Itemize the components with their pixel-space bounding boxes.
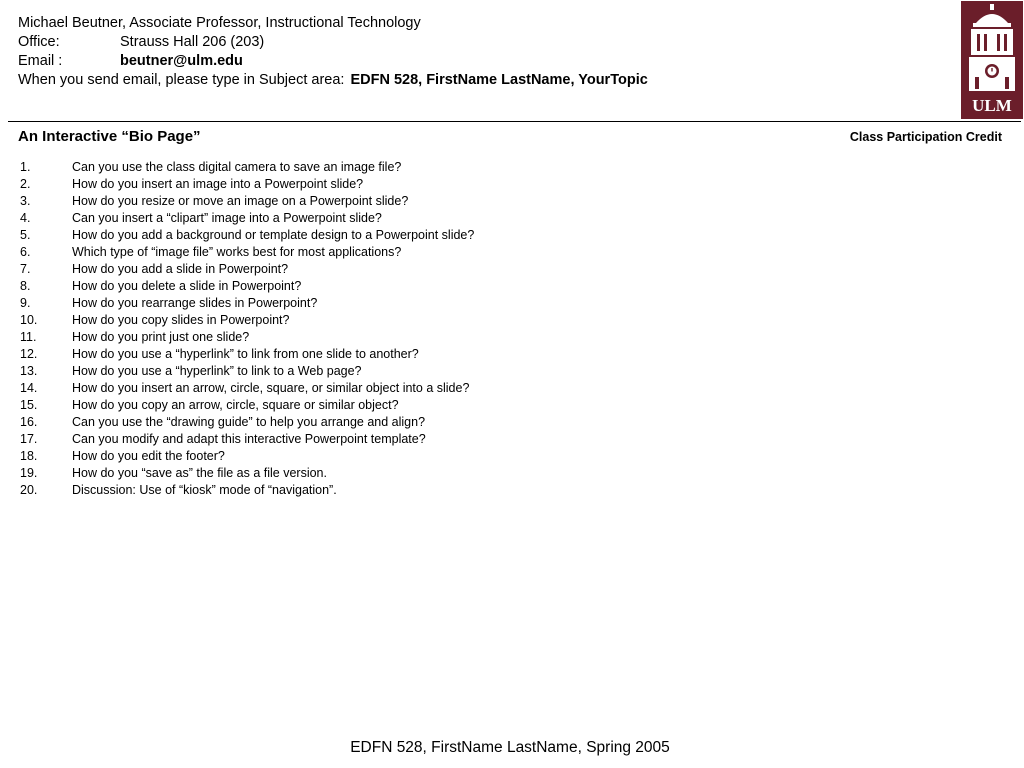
email-row: [18, 52, 948, 71]
question-text: How do you use a “hyperlink” to link to a Web page?: [72, 364, 362, 378]
question-text: How do you insert an arrow, circle, square, or similar object into a slide?: [72, 381, 470, 395]
question-number: 18.: [20, 449, 38, 463]
list-item: [20, 414, 980, 431]
list-item: [20, 261, 980, 278]
question-number: 7.: [20, 262, 31, 276]
question-text: Discussion: Use of “kiosk” mode of “navigation”.: [72, 483, 337, 497]
list-item: [20, 295, 980, 312]
ulm-logo: [961, 1, 1023, 119]
question-text: Which type of “image file” works best for most applications?: [72, 245, 402, 259]
question-text: How do you delete a slide in Powerpoint?: [72, 279, 302, 293]
email-link[interactable]: beutner@ulm.edu: [120, 53, 243, 69]
list-item: [20, 193, 980, 210]
header-divider: [8, 121, 1021, 122]
question-number: 10.: [20, 313, 38, 327]
question-text: How do you edit the footer?: [72, 449, 225, 463]
question-text: How do you rearrange slides in Powerpoint?: [72, 296, 318, 310]
list-item: [20, 397, 980, 414]
question-number: 5.: [20, 228, 31, 242]
question-number: 11.: [20, 330, 37, 344]
subject-row: [18, 71, 948, 90]
section-title: An Interactive “Bio Page”: [18, 128, 201, 145]
question-text: How do you “save as” the file as a file version.: [72, 466, 327, 480]
email-label: Email :: [18, 53, 63, 69]
question-text: How do you resize or move an image on a Powerpoint slide?: [72, 194, 409, 208]
list-item: [20, 176, 980, 193]
question-text: How do you add a background or template design to a Powerpoint slide?: [72, 228, 475, 242]
question-text: How do you copy an arrow, circle, square or similar object?: [72, 398, 399, 412]
question-number: 8.: [20, 279, 31, 293]
list-item: [20, 431, 980, 448]
question-text: How do you use a “hyperlink” to link from one slide to another?: [72, 347, 419, 361]
subject-instruction: When you send email, please type in Subject area:: [18, 72, 345, 88]
question-number: 4.: [20, 211, 31, 225]
question-number: 3.: [20, 194, 31, 208]
question-number: 9.: [20, 296, 31, 310]
footer: [0, 739, 1024, 757]
question-text: How do you print just one slide?: [72, 330, 250, 344]
question-text: How do you add a slide in Powerpoint?: [72, 262, 289, 276]
question-number: 1.: [20, 160, 31, 174]
class-participation-credit: Class Participation Credit: [849, 130, 1002, 144]
question-number: 20.: [20, 483, 38, 497]
question-number: 13.: [20, 364, 38, 378]
question-number: 6.: [20, 245, 31, 259]
question-list: [20, 159, 980, 499]
office-value: Strauss Hall 206 (203): [120, 34, 265, 50]
list-item: [20, 465, 980, 482]
question-number: 2.: [20, 177, 31, 191]
question-text: Can you use the “drawing guide” to help you arrange and align?: [72, 415, 426, 429]
contact-header: [18, 14, 948, 90]
question-number: 14.: [20, 381, 38, 395]
subject-value: EDFN 528, FirstName LastName, YourTopic: [350, 72, 648, 88]
list-item: [20, 278, 980, 295]
question-number: 17.: [20, 432, 38, 446]
question-number: 15.: [20, 398, 38, 412]
list-item: [20, 363, 980, 380]
list-item: [20, 329, 980, 346]
question-text: How do you copy slides in Powerpoint?: [72, 313, 290, 327]
list-item: [20, 159, 980, 176]
list-item: [20, 448, 980, 465]
list-item: [20, 482, 980, 499]
question-number: 12.: [20, 347, 38, 361]
list-item: [20, 380, 980, 397]
list-item: [20, 346, 980, 363]
list-item: [20, 312, 980, 329]
question-text: Can you insert a “clipart” image into a Powerpoint slide?: [72, 211, 382, 225]
question-text: Can you modify and adapt this interactive Powerpoint template?: [72, 432, 426, 446]
logo-text: ULM: [972, 96, 1012, 115]
footer-text: EDFN 528, FirstName LastName, Spring 2005: [350, 739, 670, 756]
list-item: [20, 244, 980, 261]
list-item: [20, 210, 980, 227]
question-number: 19.: [20, 466, 38, 480]
question-text: How do you insert an image into a Powerpoint slide?: [72, 177, 364, 191]
office-row: [18, 33, 948, 52]
list-item: [20, 227, 980, 244]
question-text: Can you use the class digital camera to save an image file?: [72, 160, 402, 174]
question-number: 16.: [20, 415, 38, 429]
instructor-name-line: Michael Beutner, Associate Professor, Instructional Technology: [18, 15, 421, 31]
office-label: Office:: [18, 34, 60, 50]
